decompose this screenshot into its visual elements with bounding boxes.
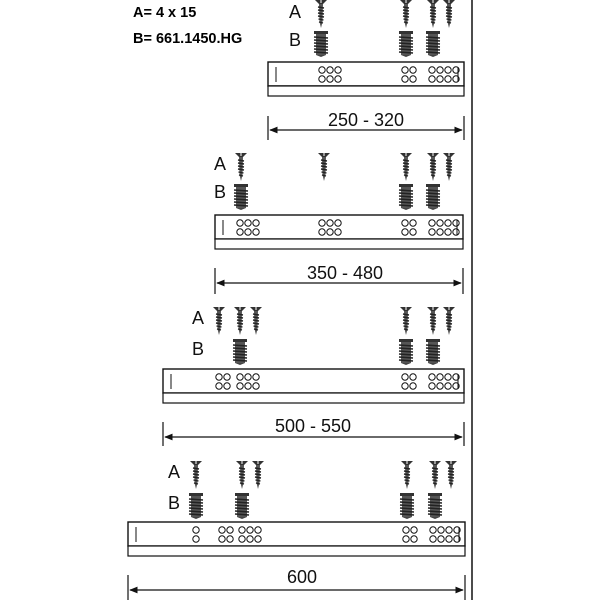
screw-label-b: B [289, 30, 302, 50]
screw-b-icon [189, 493, 203, 519]
screw-a-icon [401, 461, 413, 489]
screw-a-icon [400, 153, 412, 181]
dimension-label: 500 - 550 [274, 416, 352, 436]
screw-a-icon [400, 307, 412, 335]
screw-label-b: B [168, 493, 181, 513]
screw-a-icon [429, 461, 441, 489]
screw-b-icon [399, 31, 413, 57]
screw-b-icon [233, 339, 247, 365]
screw-label-b: B [214, 182, 227, 202]
screw-a-icon [213, 307, 225, 335]
screw-b-icon [428, 493, 442, 519]
drawer-rail [163, 369, 464, 403]
screw-b-icon [400, 493, 414, 519]
rail-assembly-4 [128, 461, 465, 600]
dimension-label: 250 - 320 [327, 110, 405, 130]
screw-a-icon [318, 153, 330, 181]
screw-label-a: A [192, 308, 205, 328]
screw-b-icon [426, 339, 440, 365]
rail-assembly-2 [214, 153, 463, 294]
screw-a-icon [250, 307, 262, 335]
screw-b-icon [234, 184, 248, 210]
dimension-label: 350 - 480 [306, 263, 384, 283]
legend-screw-a: A= 4 x 15 [133, 5, 197, 21]
screw-b-icon [399, 184, 413, 210]
screw-b-icon [235, 493, 249, 519]
screw-label-a: A [289, 2, 302, 22]
screw-label-b: B [192, 339, 205, 359]
screw-a-icon [427, 0, 439, 28]
screw-a-icon [235, 153, 247, 181]
screw-a-icon [234, 307, 246, 335]
screw-a-icon [252, 461, 264, 489]
rail-assembly-1 [268, 0, 464, 140]
screw-a-icon [445, 461, 457, 489]
screw-b-icon [399, 339, 413, 365]
rail-assembly-3 [163, 307, 464, 446]
screw-a-icon [443, 153, 455, 181]
screw-b-icon [426, 31, 440, 57]
legend-screw-b: B= 661.1450.HG [133, 31, 243, 47]
screw-b-icon [314, 31, 328, 57]
screw-label-a: A [168, 462, 181, 482]
screw-a-icon [400, 0, 412, 28]
screw-a-icon [315, 0, 327, 28]
dimension-label: 600 [286, 567, 318, 587]
drawer-rail [268, 62, 464, 96]
screw-a-icon [236, 461, 248, 489]
screw-a-icon [443, 307, 455, 335]
screw-b-icon [426, 184, 440, 210]
screw-a-icon [427, 307, 439, 335]
screw-a-icon [190, 461, 202, 489]
screw-a-icon [427, 153, 439, 181]
screw-label-a: A [214, 154, 227, 174]
screw-a-icon [443, 0, 455, 28]
